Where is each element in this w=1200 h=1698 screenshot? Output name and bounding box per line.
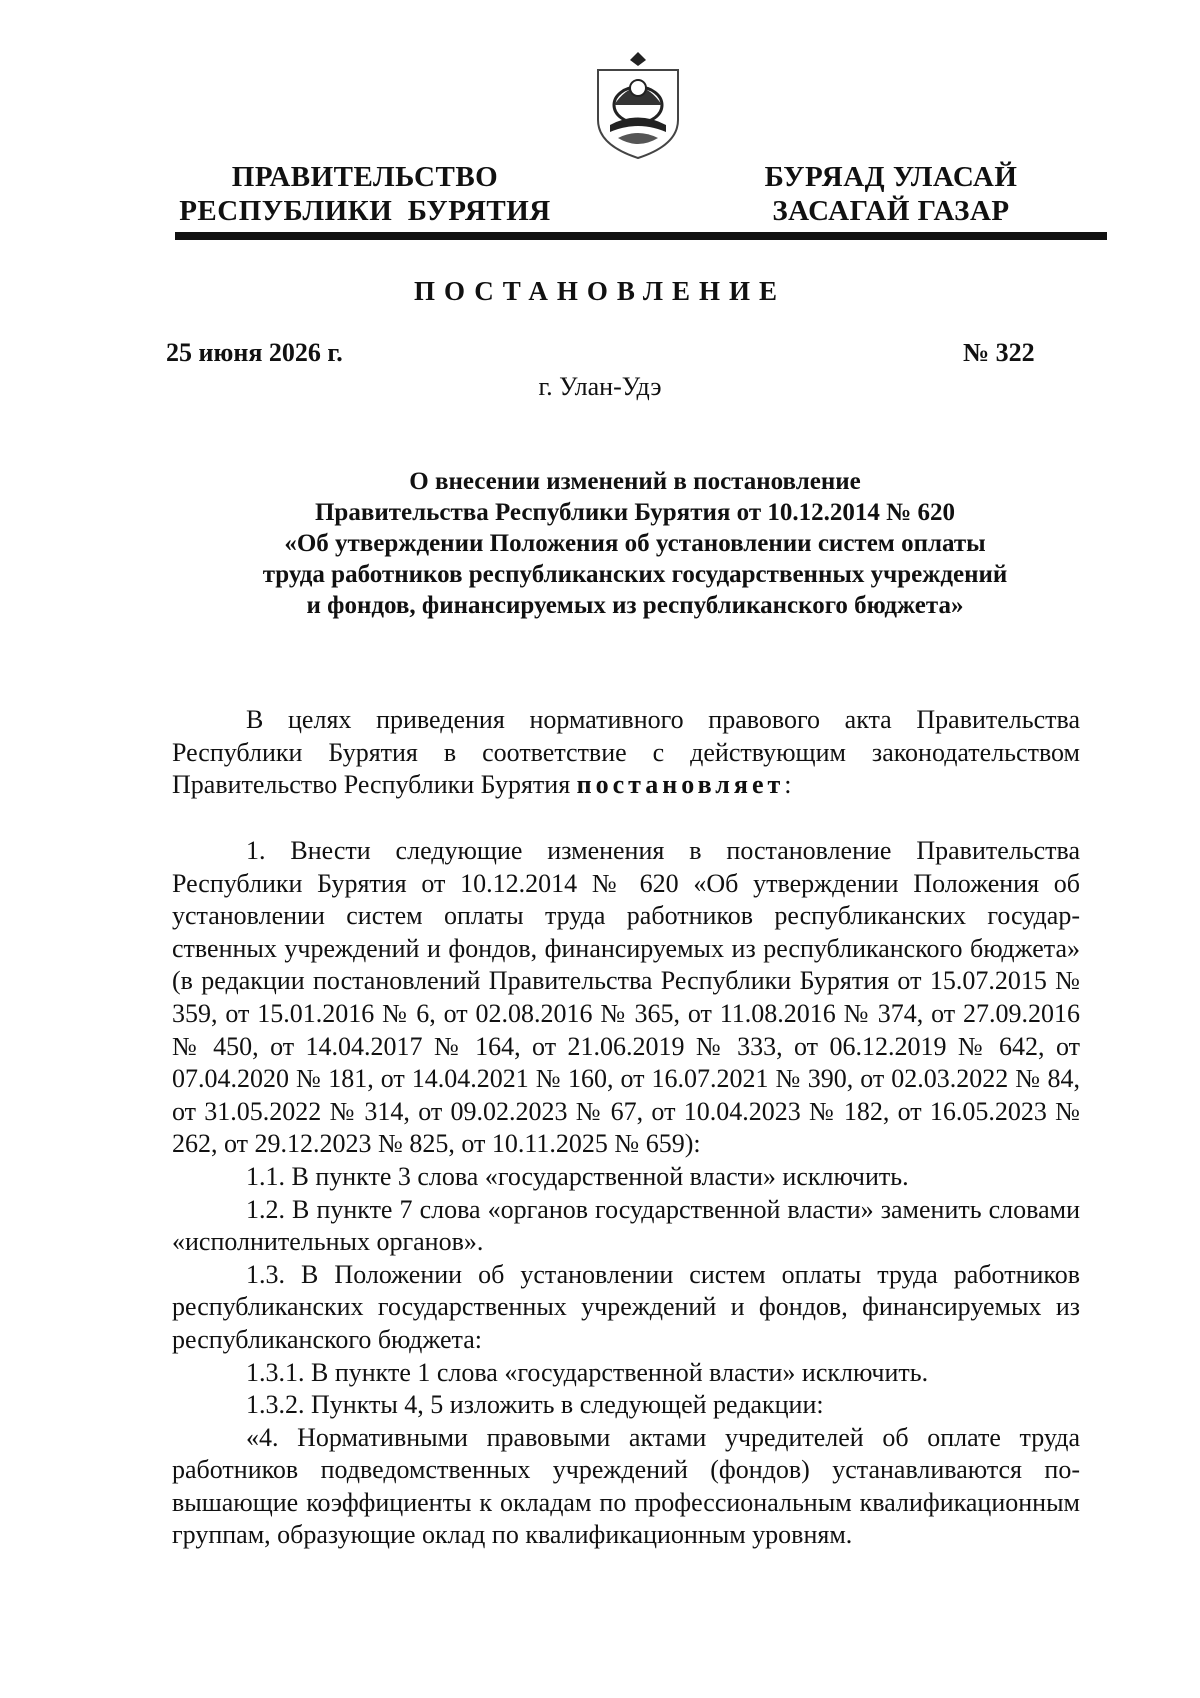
document-city: г. Улан-Удэ — [538, 372, 662, 401]
issuer-name-buryat — [760, 160, 1022, 228]
document-date: 25 июня 2026 г. — [166, 338, 343, 367]
title-line: Правительства Республики Бурятия от 10.12.2014 № 620 — [314, 499, 955, 526]
coat-of-arms-emblem — [588, 50, 688, 162]
issuer-name-russian — [175, 160, 555, 228]
paragraph: 1.3.1. В пункте 1 слова «государственной власти» исключить. — [246, 1357, 929, 1387]
preamble-emphasis: постановляет — [576, 770, 785, 800]
preamble-tail: : — [784, 770, 792, 800]
issuer-line-2: РЕСПУБЛИКИ БУРЯТИЯ — [179, 195, 551, 227]
issuer-buryat-line-1: БУРЯАД УЛАСАЙ — [764, 161, 1018, 193]
paragraph: 1.2. В пункте 7 слова «органов государственной власти» заменить словами «исполнительных органов». — [172, 1194, 1080, 1257]
issuer-buryat-line-2: ЗАСАГАЙ ГАЗАР — [772, 195, 1010, 227]
preamble — [172, 704, 1080, 802]
document-type: ПОСТАНОВЛЕНИЕ — [413, 276, 787, 306]
issuer-line-1: ПРАВИТЕЛЬСТВО — [231, 161, 499, 193]
document-number: № 322 — [963, 338, 1035, 367]
paragraph: 1. Внести следующие изменения в постановление Правительства Республики Бурятия от 10.12.2014 № 620 «Об утверждении Положения об установлении систем оплаты труда работников республиканских государственных учреждений и фондов, финансируемых из республиканского бюджета» (в редакции постановлений Правительства Республики Бурятия от 15.07.2015 № 359, от 15.01.2016 № 6, от 02.08.2016 № 365, от 11.08.2016 № 374, от 27.09.2016 № 450, от 14.04.2017 № 164, от 21.06.2019 № 333, от 06.12.2019 № 642, от 07.04.2020 № 181, от 14.04.2021 № 160, от 16.07.2021 № 390, от 02.03.2022 № 84, от 31.05.2022 № 314, от 09.02.2023 № 67, от 10.04.2023 № 182, от 16.05.2023 № 262, от 29.12.2023 № 825, от 10.11.2025 № 659): — [172, 836, 1080, 1159]
title-line: О внесении изменений в постановление — [409, 468, 861, 495]
title-line: труда работников республиканских государственных учреждений — [262, 561, 1008, 588]
title-line: «Об утверждении Положения об установлении систем оплаты — [284, 530, 986, 557]
paragraph: 1.3. В Положении об установлении систем оплаты труда работников республиканских государственных учреждений и фондов, финансируемых из республиканского бюджета: — [172, 1259, 1080, 1354]
header-divider — [175, 232, 1107, 240]
preamble-text: В целях приведения нормативного правового акта Правительства Республики Бурятия в соответствие с действующим законодательством Правительство Республики Бурятия — [172, 705, 1080, 800]
paragraph: 1.3.2. Пункты 4, 5 изложить в следующей редакции: — [246, 1390, 824, 1420]
paragraph: 1.1. В пункте 3 слова «государственной власти» исключить. — [246, 1161, 909, 1191]
paragraph: «4. Нормативными правовыми актами учредителей об оплате труда работников подведомственных учреждений (фондов) устанавливаются повышающие коэффициенты к окладам по профессиональным квалификационным группам, образующие оклад по квалификационным уровням. — [172, 1422, 1080, 1550]
document-body — [172, 835, 1080, 1552]
title-line: и фондов, финансируемых из республиканского бюджета» — [306, 592, 964, 619]
document-title — [170, 466, 1100, 621]
